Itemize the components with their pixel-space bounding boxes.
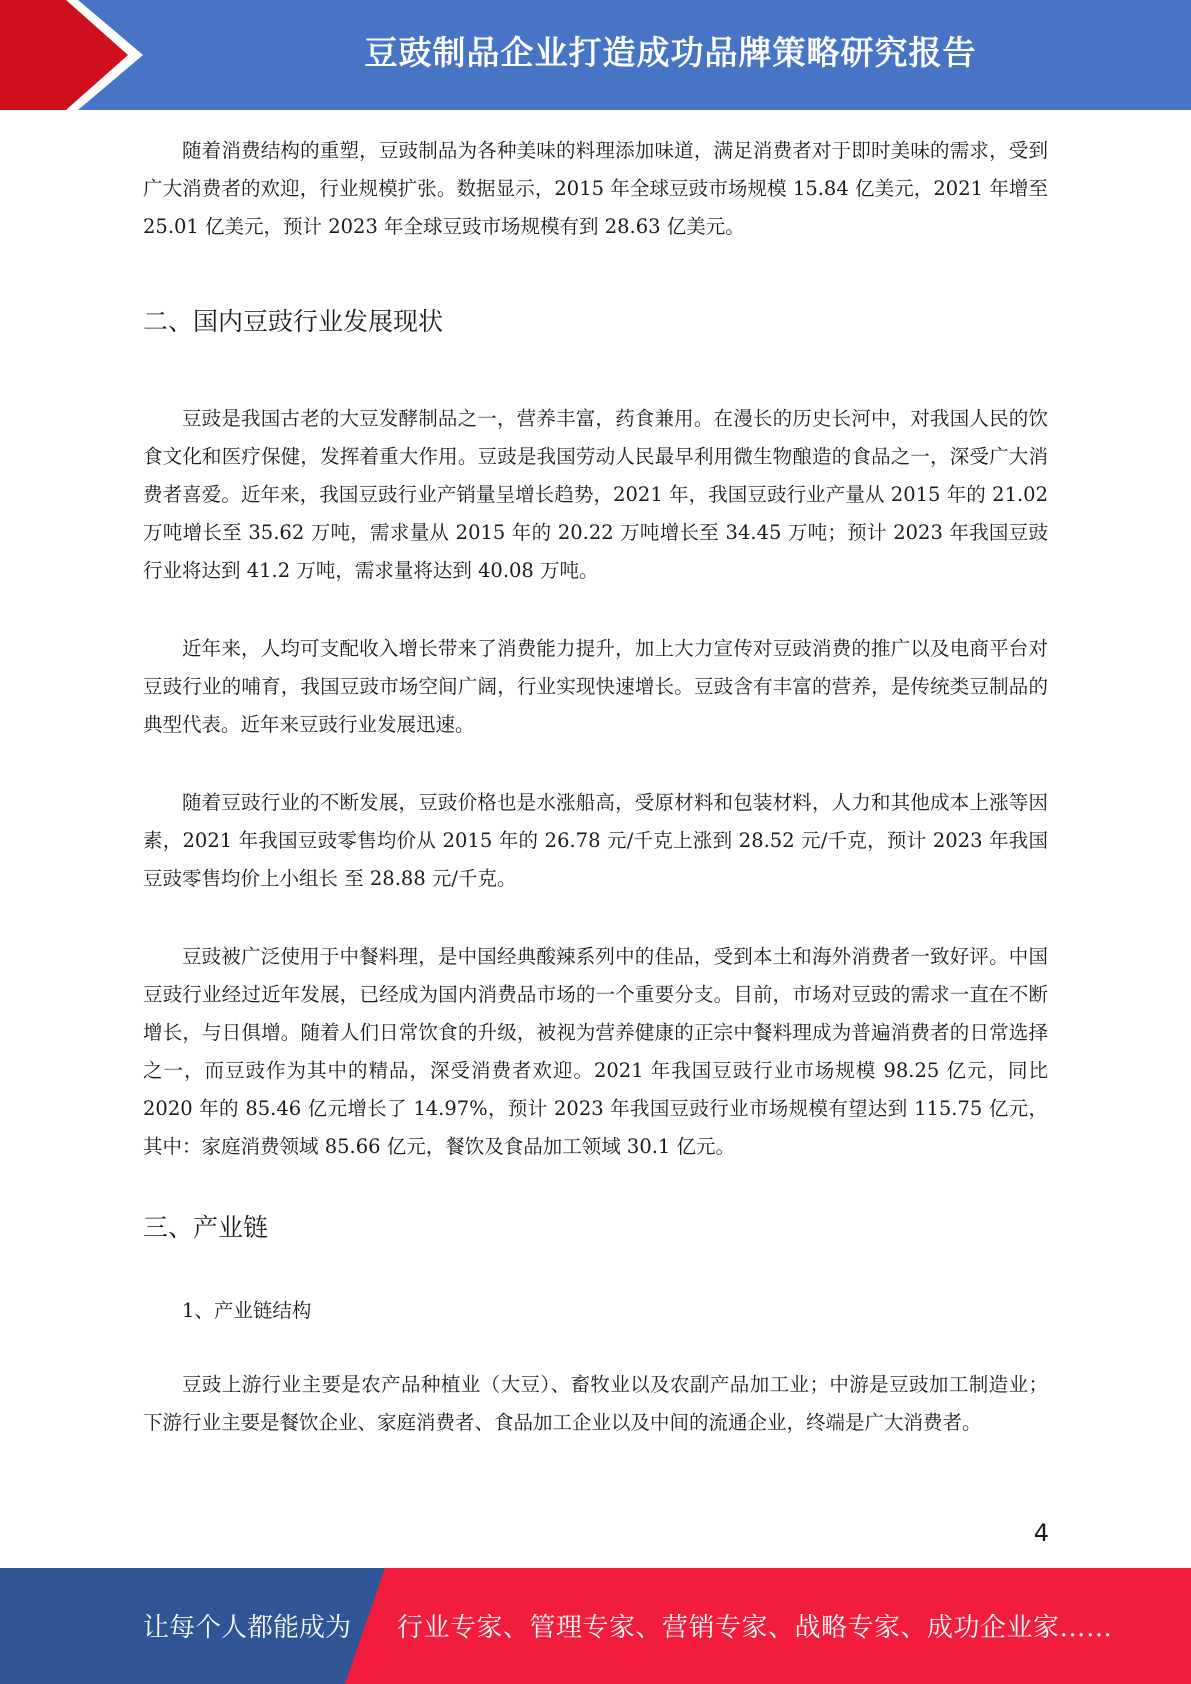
spacer xyxy=(143,246,1048,302)
report-title: 豆豉制品企业打造成功品牌策略研究报告 xyxy=(364,33,977,72)
paragraph: 豆豉上游行业主要是农产品种植业（大豆）、畜牧业以及农副产品加工业；中游是豆豉加工制造业；下游行业主要是餐饮企业、家庭消费者、食品加工企业以及中间的流通企业，终端是广大消费者。 xyxy=(143,1373,1048,1434)
paragraph: 随着豆豉行业的不断发展，豆豉价格也是水涨船高，受原材料和包装材料，人力和其他成本上涨等因素，2021 年我国豆豉零售均价从 2015 年的 26.78 元/千克上涨到 28.52 元/千克，预计 2023 年我国豆豉零售均价上小组长 至 28.88 元/千克。 xyxy=(143,791,1048,890)
footer-slogan-left: 让每个人都能成为 xyxy=(143,1613,352,1643)
spacer xyxy=(143,744,1048,784)
spacer xyxy=(143,590,1048,630)
section-heading-domestic-status: 二、国内豆豉行业发展现状 xyxy=(143,307,444,336)
spacer xyxy=(143,342,1048,400)
section-heading-industry-chain: 三、产业链 xyxy=(143,1213,269,1242)
paragraph: 近年来，人均可支配收入增长带来了消费能力提升，加上大力宣传对豆豉消费的推广以及电商平台对豆豉行业的哺育，我国豆豉市场空间广阔，行业实现快速增长。豆豉含有丰富的营养，是传统类豆制品的典型代表。近年来豆豉行业发展迅速。 xyxy=(143,637,1048,736)
paragraph: 豆豉被广泛使用于中餐料理，是中国经典酸辣系列中的佳品，受到本土和海外消费者一致好评。中国豆豉行业经过近年发展，已经成为国内消费品市场的一个重要分支。目前，市场对豆豉的需求一直在不断增长，与日俱增。随着人们日常饮食的升级，被视为营养健康的正宗中餐料理成为普遍消费者的日常选择之一，而豆豉作为其中的精品，深受消费者欢迎。2021 年我国豆豉行业市场规模 98.25 亿元，同比 2020 年的 85.46 亿元增长了 14.97%，预计 2023 年我国豆豉行业市场规模有望达到 115.75 亿元，其中：家庭消费领域 85.66 亿元，餐饮及食品加工领域 30.1 亿元。 xyxy=(143,945,1048,1158)
chevron-arrow-icon xyxy=(0,0,160,110)
subheading-chain-structure: 1、产业链结构 xyxy=(182,1299,312,1322)
paragraph: 豆豉是我国古老的大豆发酵制品之一，营养丰富，药食兼用。在漫长的历史长河中，对我国人民的饮食文化和医疗保健，发挥着重大作用。豆豉是我国劳动人民最早利用微生物酿造的食品之一，深受广大消费者喜爱。近年来，我国豆豉行业产销量呈增长趋势，2021 年，我国豆豉行业产量从 2015 年的 21.02 万吨增长至 35.62 万吨，需求量从 2015 年的 20.22 万吨增长至 34.45 万吨；预计 2023 年我国豆豉行业将达到 41.2 万吨，需求量将达到 40.08 万吨。 xyxy=(143,407,1048,582)
report-body xyxy=(143,132,1048,1442)
footer-slogan-right: 行业专家、管理专家、营销专家、战略专家、成功企业家…… xyxy=(397,1613,1113,1643)
spacer xyxy=(143,1248,1048,1292)
intro-paragraph: 随着消费结构的重塑，豆豉制品为各种美味的料理添加味道，满足消费者对于即时美味的需求，受到广大消费者的欢迎，行业规模扩张。数据显示，2015 年全球豆豉市场规模 15.84 亿美元，2021 年增至 25.01 亿美元，预计 2023 年全球豆豉市场规模有到 28.63 亿美元。 xyxy=(143,139,1048,238)
spacer xyxy=(143,898,1048,938)
spacer xyxy=(143,1330,1048,1366)
header-banner xyxy=(0,0,1191,110)
spacer xyxy=(143,1166,1048,1208)
page-number: 4 xyxy=(1033,1519,1049,1547)
footer-banner xyxy=(0,1568,1191,1684)
